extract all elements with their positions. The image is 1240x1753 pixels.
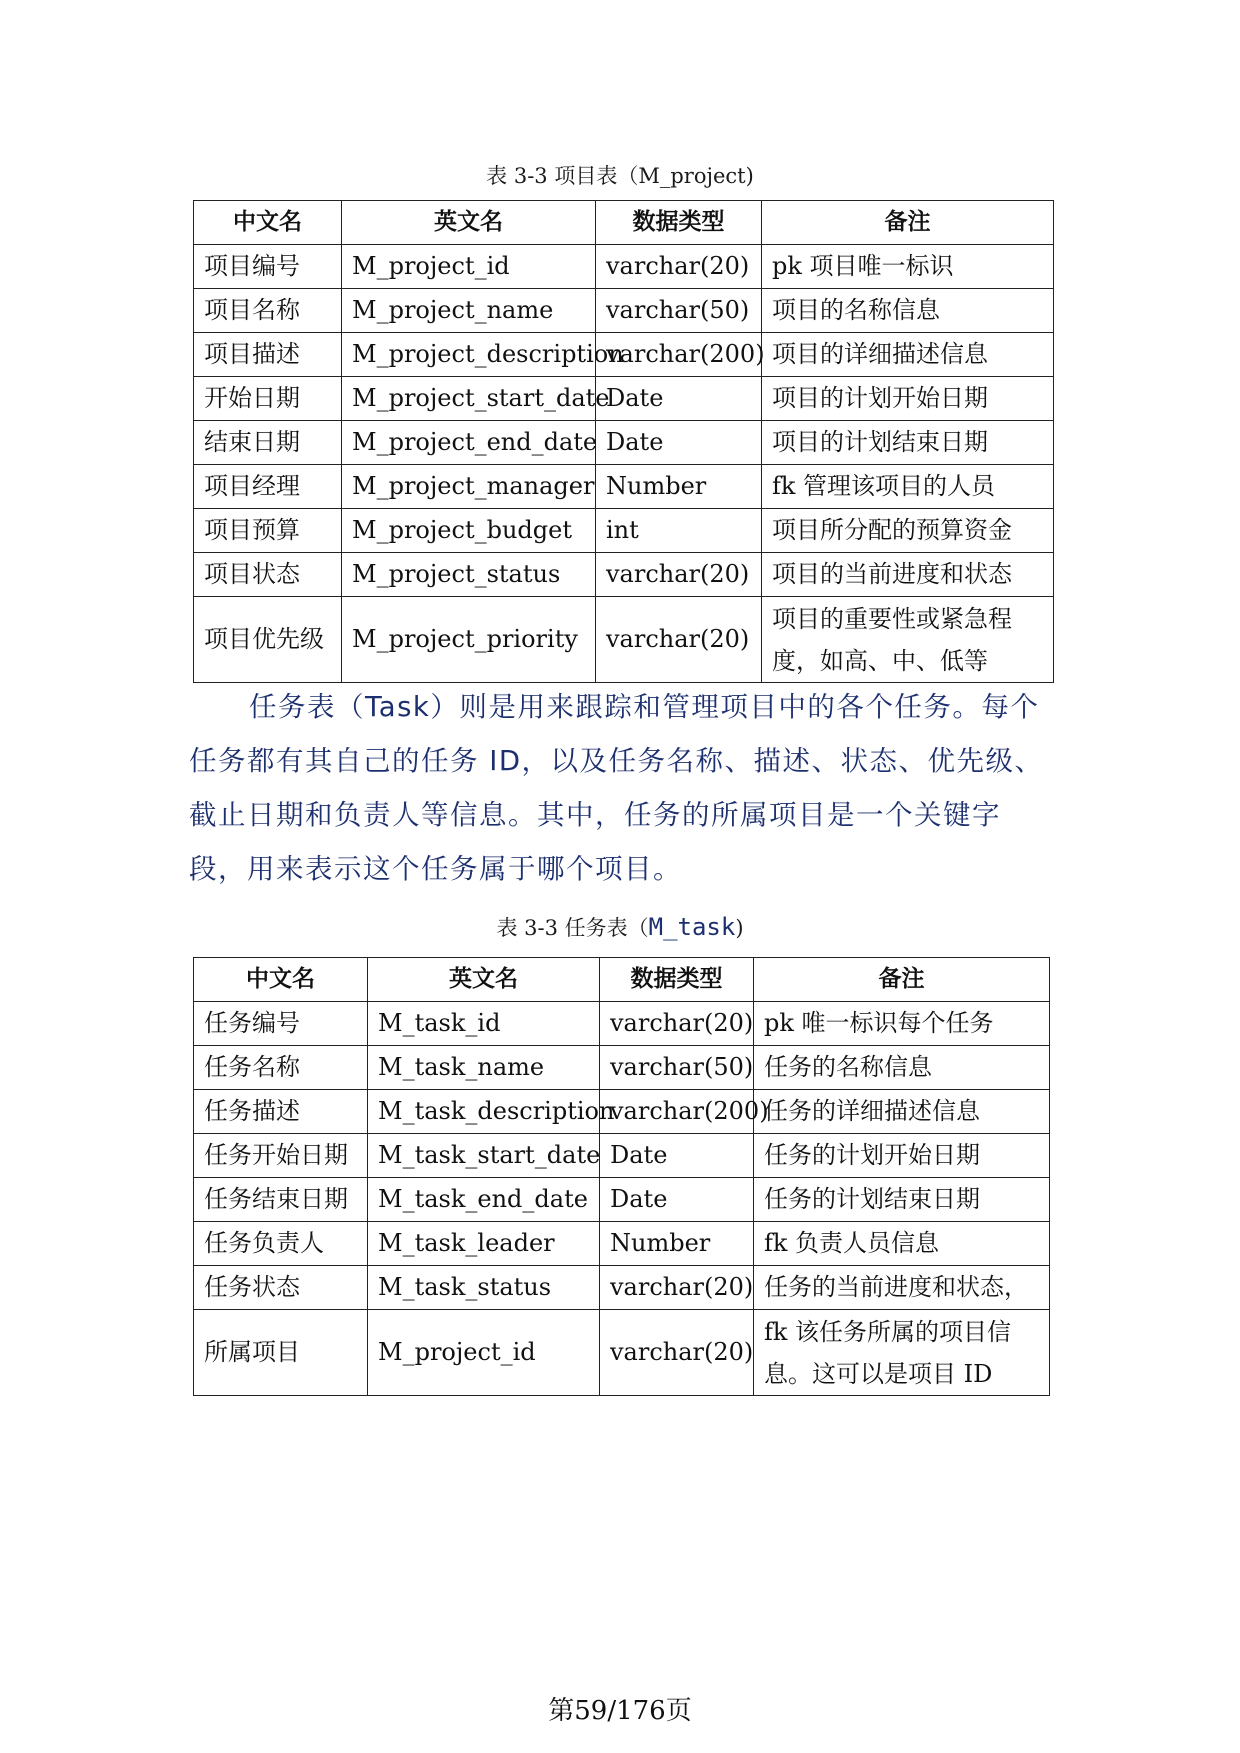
cell: pk 唯一标识每个任务 bbox=[754, 1002, 1050, 1046]
cell: 项目预算 bbox=[194, 509, 342, 553]
cell: M_project_id bbox=[368, 1310, 600, 1396]
table-row bbox=[194, 597, 1054, 683]
cell: fk 负责人员信息 bbox=[754, 1222, 1050, 1266]
header-cell: 数据类型 bbox=[596, 201, 762, 245]
cell: varchar(20) bbox=[600, 1266, 754, 1310]
header-cell: 备注 bbox=[754, 958, 1050, 1002]
cell: M_task_leader bbox=[368, 1222, 600, 1266]
cell: 项目优先级 bbox=[194, 597, 342, 683]
table-row bbox=[194, 1310, 1050, 1396]
header-cell: 数据类型 bbox=[600, 958, 754, 1002]
cell: M_project_budget bbox=[342, 509, 596, 553]
cell: 项目的计划结束日期 bbox=[762, 421, 1054, 465]
cell: M_project_description bbox=[342, 333, 596, 377]
cell: 项目的当前进度和状态 bbox=[762, 553, 1054, 597]
cell: Number bbox=[600, 1222, 754, 1266]
cell: 项目的计划开始日期 bbox=[762, 377, 1054, 421]
cell: M_task_id bbox=[368, 1002, 600, 1046]
table-row bbox=[194, 1222, 1050, 1266]
cell: Date bbox=[600, 1134, 754, 1178]
cell: M_task_start_date bbox=[368, 1134, 600, 1178]
cell: 任务负责人 bbox=[194, 1222, 368, 1266]
table-row bbox=[194, 465, 1054, 509]
cell: 任务的当前进度和状态， bbox=[754, 1266, 1050, 1310]
cell: 项目描述 bbox=[194, 333, 342, 377]
cell: Date bbox=[596, 377, 762, 421]
cell: 项目编号 bbox=[194, 245, 342, 289]
header-cell: 英文名 bbox=[342, 201, 596, 245]
cell: 任务编号 bbox=[194, 1002, 368, 1046]
cell: M_project_end_date bbox=[342, 421, 596, 465]
cell: fk 该任务所属的项目信息。这可以是项目 ID bbox=[754, 1310, 1050, 1396]
cell: varchar(20) bbox=[600, 1310, 754, 1396]
cell: varchar(20) bbox=[596, 553, 762, 597]
cell: pk 项目唯一标识 bbox=[762, 245, 1054, 289]
table-row bbox=[194, 553, 1054, 597]
cell: 结束日期 bbox=[194, 421, 342, 465]
cell: varchar(20) bbox=[600, 1002, 754, 1046]
cell: Date bbox=[600, 1178, 754, 1222]
cell: 任务状态 bbox=[194, 1266, 368, 1310]
cell: Number bbox=[596, 465, 762, 509]
cell: 任务的详细描述信息 bbox=[754, 1090, 1050, 1134]
cell: varchar(20) bbox=[596, 597, 762, 683]
cell: 项目的重要性或紧急程度，如高、中、低等 bbox=[762, 597, 1054, 683]
cell: 任务开始日期 bbox=[194, 1134, 368, 1178]
cell: 任务描述 bbox=[194, 1090, 368, 1134]
table-row bbox=[194, 333, 1054, 377]
table2-caption bbox=[0, 912, 1240, 942]
table-row bbox=[194, 289, 1054, 333]
cell: 任务的计划开始日期 bbox=[754, 1134, 1050, 1178]
header-cell: 英文名 bbox=[368, 958, 600, 1002]
cell: 项目所分配的预算资金 bbox=[762, 509, 1054, 553]
cell: varchar(20) bbox=[596, 245, 762, 289]
table-header-row bbox=[194, 958, 1050, 1002]
table-row bbox=[194, 1178, 1050, 1222]
cell: 所属项目 bbox=[194, 1310, 368, 1396]
cell: M_project_id bbox=[342, 245, 596, 289]
table1-caption: 表 3-3 项目表（M_project) bbox=[486, 164, 754, 188]
cell: 任务的名称信息 bbox=[754, 1046, 1050, 1090]
header-cell: 备注 bbox=[762, 201, 1054, 245]
cell: M_task_description bbox=[368, 1090, 600, 1134]
table-header-row bbox=[194, 201, 1054, 245]
cell: 任务的计划结束日期 bbox=[754, 1178, 1050, 1222]
header-cell: 中文名 bbox=[194, 201, 342, 245]
body-paragraph bbox=[189, 680, 1055, 896]
table2-caption-suffix: ) bbox=[735, 916, 744, 940]
cell: 任务名称 bbox=[194, 1046, 368, 1090]
cell: M_project_priority bbox=[342, 597, 596, 683]
cell: M_task_name bbox=[368, 1046, 600, 1090]
cell: M_project_manager bbox=[342, 465, 596, 509]
cell: 项目状态 bbox=[194, 553, 342, 597]
project-table bbox=[193, 200, 1054, 683]
cell: 项目经理 bbox=[194, 465, 342, 509]
table-row bbox=[194, 421, 1054, 465]
header-cell: 中文名 bbox=[194, 958, 368, 1002]
table-row bbox=[194, 509, 1054, 553]
cell: Date bbox=[596, 421, 762, 465]
table2-caption-prefix: 表 3-3 任务表（ bbox=[496, 916, 649, 940]
cell: 项目的详细描述信息 bbox=[762, 333, 1054, 377]
table-row bbox=[194, 1266, 1050, 1310]
table-row bbox=[194, 245, 1054, 289]
cell: varchar(200) bbox=[600, 1090, 754, 1134]
page-number: 第59/176页 bbox=[548, 1696, 692, 1726]
table-row bbox=[194, 1002, 1050, 1046]
cell: M_project_start_date bbox=[342, 377, 596, 421]
table-row bbox=[194, 377, 1054, 421]
cell: int bbox=[596, 509, 762, 553]
table-row bbox=[194, 1134, 1050, 1178]
cell: M_project_name bbox=[342, 289, 596, 333]
cell: M_task_status bbox=[368, 1266, 600, 1310]
cell: M_project_status bbox=[342, 553, 596, 597]
table2-caption-code: M_task bbox=[648, 913, 736, 941]
cell: 项目的名称信息 bbox=[762, 289, 1054, 333]
cell: varchar(200) bbox=[596, 333, 762, 377]
cell: 任务结束日期 bbox=[194, 1178, 368, 1222]
task-table bbox=[193, 957, 1050, 1396]
cell: varchar(50) bbox=[596, 289, 762, 333]
cell: varchar(50) bbox=[600, 1046, 754, 1090]
cell: 开始日期 bbox=[194, 377, 342, 421]
cell: 项目名称 bbox=[194, 289, 342, 333]
cell: fk 管理该项目的人员 bbox=[762, 465, 1054, 509]
table-row bbox=[194, 1046, 1050, 1090]
cell: M_task_end_date bbox=[368, 1178, 600, 1222]
paragraph-text: 任务表（Task）则是用来跟踪和管理项目中的各个任务。每个任务都有其自己的任务 ID，以及任务名称、描述、状态、优先级、截止日期和负责人等信息。其中，任务的所属项目是一个关键字段，用来表示这个任务属于哪个项目。 bbox=[189, 691, 1044, 885]
table-row bbox=[194, 1090, 1050, 1134]
